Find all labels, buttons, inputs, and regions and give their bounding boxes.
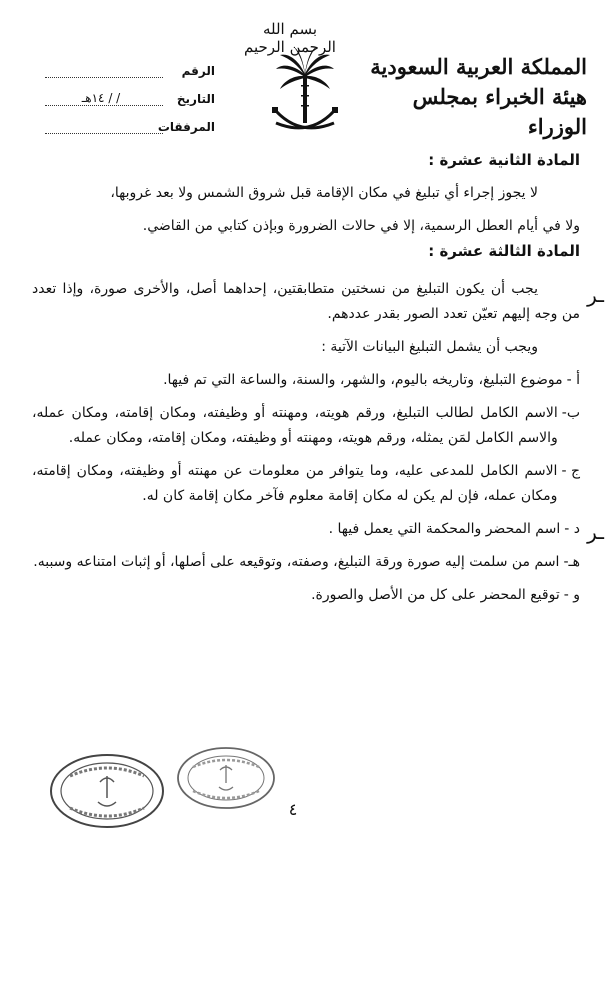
list-item-key: و - <box>563 587 580 603</box>
attachments-row <box>45 106 215 134</box>
date-row <box>45 78 215 106</box>
margin-mark: ـر <box>587 520 604 544</box>
reference-row <box>45 50 215 78</box>
list-item-text: الاسم الكامل للمدعى عليه، وما يتوافر من معلومات عن مهنته أو وظيفته، ومكان إقامته، ومكان عمله، فإن لم يكن له مكان إقامة معلوم فآخر مكان إقامة كان له. <box>32 463 558 504</box>
article-12-title: المادة الثانية عشرة : <box>428 151 580 169</box>
authority-name: هيئة الخبراء بمجلس الوزراء <box>412 84 587 139</box>
document-body <box>32 148 580 608</box>
list-item-text: اسم من سلمت إليه صورة ورقة التبليغ، وصفته، وتوقيعه على أصلها، أو إثبات امتناعه وسببه. <box>33 554 560 570</box>
list-item-text: توقيع المحضر على كل من الأصل والصورة. <box>311 587 560 603</box>
article-12-line-2: ولا في أيام العطل الرسمية، إلا في حالات الضرورة وبإذن كتابي من القاضي. <box>142 218 580 234</box>
list-item-d <box>32 517 580 542</box>
date-value: / / ١٤هـ <box>45 91 163 106</box>
reference-value <box>45 77 163 78</box>
list-item-c <box>32 459 580 509</box>
list-item-key: د - <box>564 521 580 537</box>
list-item-text: اسم المحضر والمحكمة التي يعمل فيها . <box>328 521 561 537</box>
palm-and-swords-emblem-icon <box>270 45 340 140</box>
list-item-key: ب- <box>561 405 580 421</box>
page-number: ٤ <box>288 800 298 819</box>
list-item-text: موضوع التبليغ، وتاريخه باليوم، والشهر، والسنة، والساعة التي تم فيها. <box>163 372 563 388</box>
attachments-label: المرفقات <box>157 120 215 134</box>
attachments-value <box>45 133 163 134</box>
date-label: التاريخ <box>176 92 215 106</box>
list-item-key: ج - <box>561 463 580 479</box>
reference-block <box>45 50 215 134</box>
article-13-intro: يجب أن يكون التبليغ من نسختين متطابقتين، إحداهما أصل، والأخرى صورة، وإذا تعدد من وجه إليهم تعيّن تعدد الصور بقدر عددهم. <box>32 281 580 322</box>
list-item-key: أ - <box>566 372 580 388</box>
letterhead-title <box>357 52 587 142</box>
article-13-title: المادة الثالثة عشرة : <box>428 242 580 260</box>
article-12-line-1: لا يجوز إجراء أي تبليغ في مكان الإقامة قبل شروق الشمس ولا بعد غروبها، <box>110 185 538 201</box>
official-seal-stamp-icon <box>175 745 277 811</box>
list-item-b <box>32 401 580 451</box>
list-item-a <box>32 368 580 393</box>
official-seal-stamp-icon <box>48 752 166 830</box>
margin-mark: ـر <box>587 283 604 307</box>
list-item-e <box>32 550 580 575</box>
bismillah-calligraphy: بسم الله الرحمن الرحيم <box>244 20 336 56</box>
article-13-lead: ويجب أن يشمل التبليغ البيانات الآتية : <box>321 339 538 355</box>
list-item-f <box>32 583 580 608</box>
list-item-key: هـ- <box>563 554 580 570</box>
kingdom-name: المملكة العربية السعودية <box>370 54 587 79</box>
list-item-text: الاسم الكامل لطالب التبليغ، ورقم هويته، ومهنته أو وظيفته، ومكان إقامته، ومكان عمله، والاسم الكامل لمَن يمثله، ورقم هويته، ومهنته أو وظيفته، ومكان إقامته، ومكان عمله. <box>32 405 558 446</box>
reference-label: الرقم <box>181 64 215 78</box>
